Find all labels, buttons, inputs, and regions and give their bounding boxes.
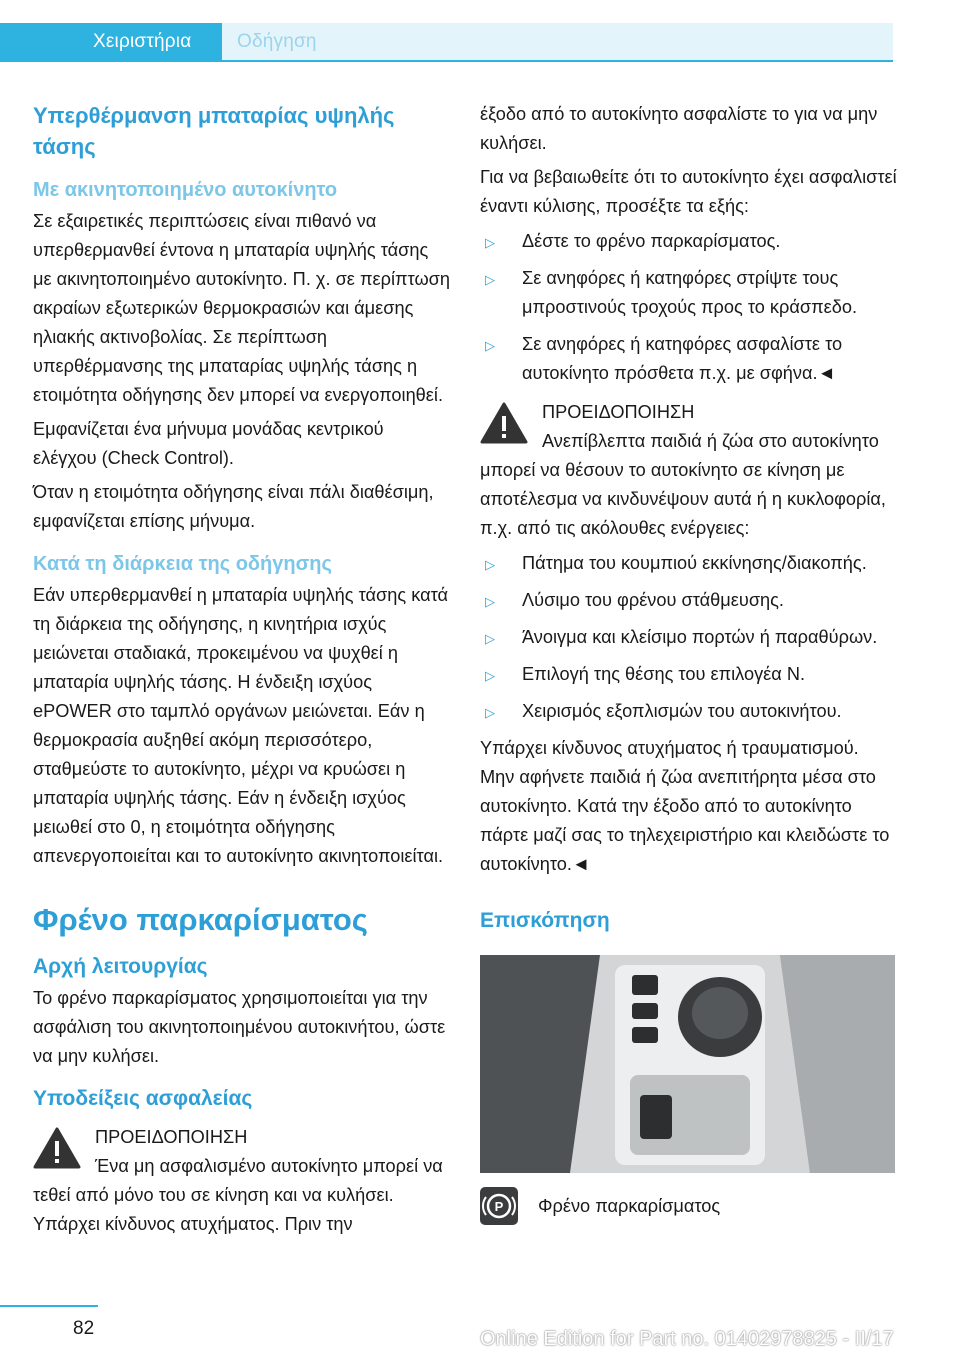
bullet-icon: ▷ [485,557,495,572]
bullet-icon: ▷ [485,338,495,353]
paragraph: έξοδο από το αυτοκίνητο ασφαλίστε το για να μην κυλήσει. [480,104,878,153]
parking-brake-label: Φρένο παρκαρίσματος [538,1195,721,1216]
chapter-title-parking-brake: Φρένο παρκαρίσματος [33,902,368,937]
paragraph: Το φρένο παρκαρίσματος χρησιμοποιείται για την ασφάλιση του ακινητοποιημένου αυτοκινήτου, ώστε να μην κυλήσει. [33,988,446,1066]
warning-block [33,1123,451,1239]
center-console-photo [480,955,895,1173]
paragraph: Εάν υπερθερμανθεί η μπαταρία υψηλής τάσης κατά τη διάρκεια της οδήγησης, η κινητήρια ισχύς μειώνεται σταδιακά, προκειμένου να ψυχθεί η μπαταρία υψηλής τάσης. Η ένδειξη ισχύος ePOWER στο ταμπλό οργάνων μειώνεται. Εάν η θερμοκρασία αυξηθεί ακόμη περισσότερο, σταθμεύστε το αυτοκίνητο, μέχρι να κρυώσει η μπαταρία υψηλής τάσης. Εάν η ένδειξη ισχύος μειωθεί στο 0, η ετοιμότητα οδήγησης απενεργοποιείται και το αυτοκίνητο ακινητοποιείται. [33,585,449,866]
paragraph: Σε εξαιρετικές περιπτώσεις είναι πιθανό να υπερθερμανθεί έντονα η μπαταρία υψηλής τάσης με ακινητοποιημένο αυτοκίνητο. Π. χ. σε περίπτωση ακραίων εξωτερικών θερμοκρασιών και άμεσης ηλιακής ακτινοβολίας. Σε περίπτωση υπερθέρμανσης της μπαταρίας υψηλής τάσης η ετοιμότητα οδήγησης δεν μπορεί να ενεργοποιηθεί. [33,211,451,405]
edition-watermark: Online Edition for Part no. 01402978825 - II/17 [480,1328,894,1350]
bullet-icon: ▷ [485,594,495,609]
right-column [480,100,898,1225]
svg-text:P: P [494,1199,504,1214]
subheading-stationary: Με ακινητοποιημένο αυτοκίνητο [33,179,338,201]
paragraph: Όταν η ετοιμότητα οδήγησης είναι πάλι διαθέσιμη, εμφανίζεται επίσης μήνυμα. [33,482,434,531]
left-column [33,100,451,1243]
list-item: ▷ Λύσιμο του φρένου στάθμευσης. [480,586,898,615]
list-item: ▷ Πάτημα του κουμπιού εκκίνησης/διακοπής. [480,549,898,578]
list-item: ▷ Σε ανηφόρες ή κατηφόρες στρίψτε τους μπροστινούς τροχούς προς το κράσπεδο. [480,264,898,322]
paragraph: Εμφανίζεται ένα μήνυμα μονάδας κεντρικού ελέγχου (Check Control). [33,419,384,468]
list-item: ▷ Σε ανηφόρες ή κατηφόρες ασφαλίστε το αυτοκίνητο πρόσθετα π.χ. με σφήνα.◄ [480,330,898,388]
bullet-icon: ▷ [485,631,495,646]
bullet-icon: ▷ [485,272,495,287]
footer-divider [0,1305,98,1307]
warning-text: Ανεπίβλεπτα παιδιά ή ζώα στο αυτοκίνητο μπορεί να θέσουν το αυτοκίνητο σε κίνηση με αποτέλεσμα να κινδυνέψουν αυτά ή η κυκλοφορία, π.χ. από τις ακόλουθες ενέργειες: [480,431,886,538]
subheading-safety: Υποδείξεις ασφαλείας [33,1087,253,1110]
warning-text: Ένα μη ασφαλισμένο αυτοκίνητο μπορεί να τεθεί από μόνο του σε κίνηση και να κυλήσει. Υπάρχει κίνδυνος ατυχήματος. Πριν την [33,1156,443,1234]
warning-icon [33,1127,81,1169]
list-item: ▷ Άνοιγμα και κλείσιμο πορτών ή παραθύρων. [480,623,898,652]
page-number: 82 [73,1318,95,1339]
list-item: ▷ Χειρισμός εξοπλισμών του αυτοκινήτου. [480,697,898,726]
warning-block [480,398,898,543]
warning-icon [480,402,528,444]
tab-controls[interactable]: Χειριστήρια [0,23,222,60]
list-item: ▷ Δέστε το φρένο παρκαρίσματος. [480,227,898,256]
header-divider [0,60,893,62]
tab-driving[interactable]: Οδήγηση [237,31,317,52]
warning-title: ΠΡΟΕΙΔΟΠΟΙΗΣΗ [95,1127,248,1147]
subheading-overview: Επισκόπηση [480,909,610,932]
section-title-overheating: Υπερθέρμανση μπαταρίας υψηλής τάσης [33,103,395,159]
warning-title: ΠΡΟΕΙΔΟΠΟΙΗΣΗ [542,402,695,422]
bullet-icon: ▷ [485,705,495,720]
bullet-icon: ▷ [485,235,495,250]
parking-brake-icon [480,1187,518,1225]
console-illustration [480,955,895,1173]
subheading-while-driving: Κατά τη διάρκεια της οδήγησης [33,553,332,575]
parking-brake-row [480,1187,898,1225]
paragraph: Υπάρχει κίνδυνος ατυχήματος ή τραυματισμού. Μην αφήνετε παιδιά ή ζώα ανεπιτήρητα μέσα στο αυτοκίνητο. Κατά την έξοδο από το αυτοκίνητο πάρτε μαζί σας το τηλεχειριστήριο και κλειδώστε το αυτοκίνητο.◄ [480,738,890,874]
paragraph: Για να βεβαιωθείτε ότι το αυτοκίνητο έχει ασφαλιστεί έναντι κύλισης, προσέξτε τα εξής: [480,167,897,216]
subheading-principle: Αρχή λειτουργίας [33,955,208,978]
bullet-icon: ▷ [485,668,495,683]
list-item: ▷ Επιλογή της θέσης του επιλογέα N. [480,660,898,689]
